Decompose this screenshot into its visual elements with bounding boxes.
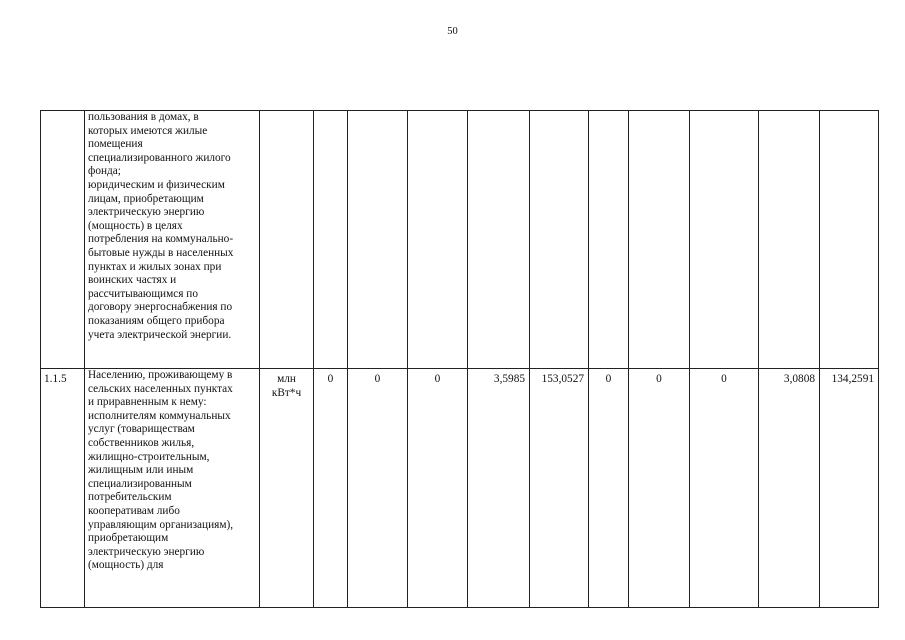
row-value: 0	[589, 369, 629, 608]
table-row	[41, 111, 879, 369]
row-value	[530, 111, 589, 369]
row-value: 0	[690, 369, 759, 608]
row-value	[348, 111, 408, 369]
row-value: 3,0808	[759, 369, 820, 608]
row-value: 134,2591	[820, 369, 879, 608]
row-value: 153,0527	[530, 369, 589, 608]
row-value	[468, 111, 530, 369]
row-value	[759, 111, 820, 369]
row-value: 0	[314, 369, 348, 608]
page-number: 50	[447, 26, 458, 37]
row-value: 3,5985	[468, 369, 530, 608]
row-value	[589, 111, 629, 369]
row-value	[690, 111, 759, 369]
row-value: 0	[348, 369, 408, 608]
row-code: 1.1.5	[41, 369, 85, 608]
row-description: пользования в домах, в которых имеются жилые помещения специализированного жилого фонда; юридическим и физическим лицам, приобретающим электрическую энергию (мощность) в целях потребления на коммунально- бытовые нужды в населенных пунктах и жилых зонах при воинских частях и рассчитывающимся по договору энергоснабжения по показаниям общего прибора учета электрической энергии.	[85, 111, 260, 369]
row-value: 0	[629, 369, 690, 608]
row-unit	[260, 111, 314, 369]
row-value	[629, 111, 690, 369]
data-table	[40, 110, 879, 608]
row-value: 0	[408, 369, 468, 608]
row-value	[820, 111, 879, 369]
row-description: Населению, проживающему в сельских населенных пунктах и приравненным к нему: исполнителям коммунальных услуг (товариществам собственников жилья, жилищно-строительным, жилищным или иным специализированным потребительским кооперативам либо управляющим организациям), приобретающим электрическую энергию (мощность) для	[85, 369, 260, 608]
row-value	[314, 111, 348, 369]
row-value	[408, 111, 468, 369]
row-unit: млн кВт*ч	[260, 369, 314, 608]
table-row	[41, 369, 879, 608]
row-code	[41, 111, 85, 369]
